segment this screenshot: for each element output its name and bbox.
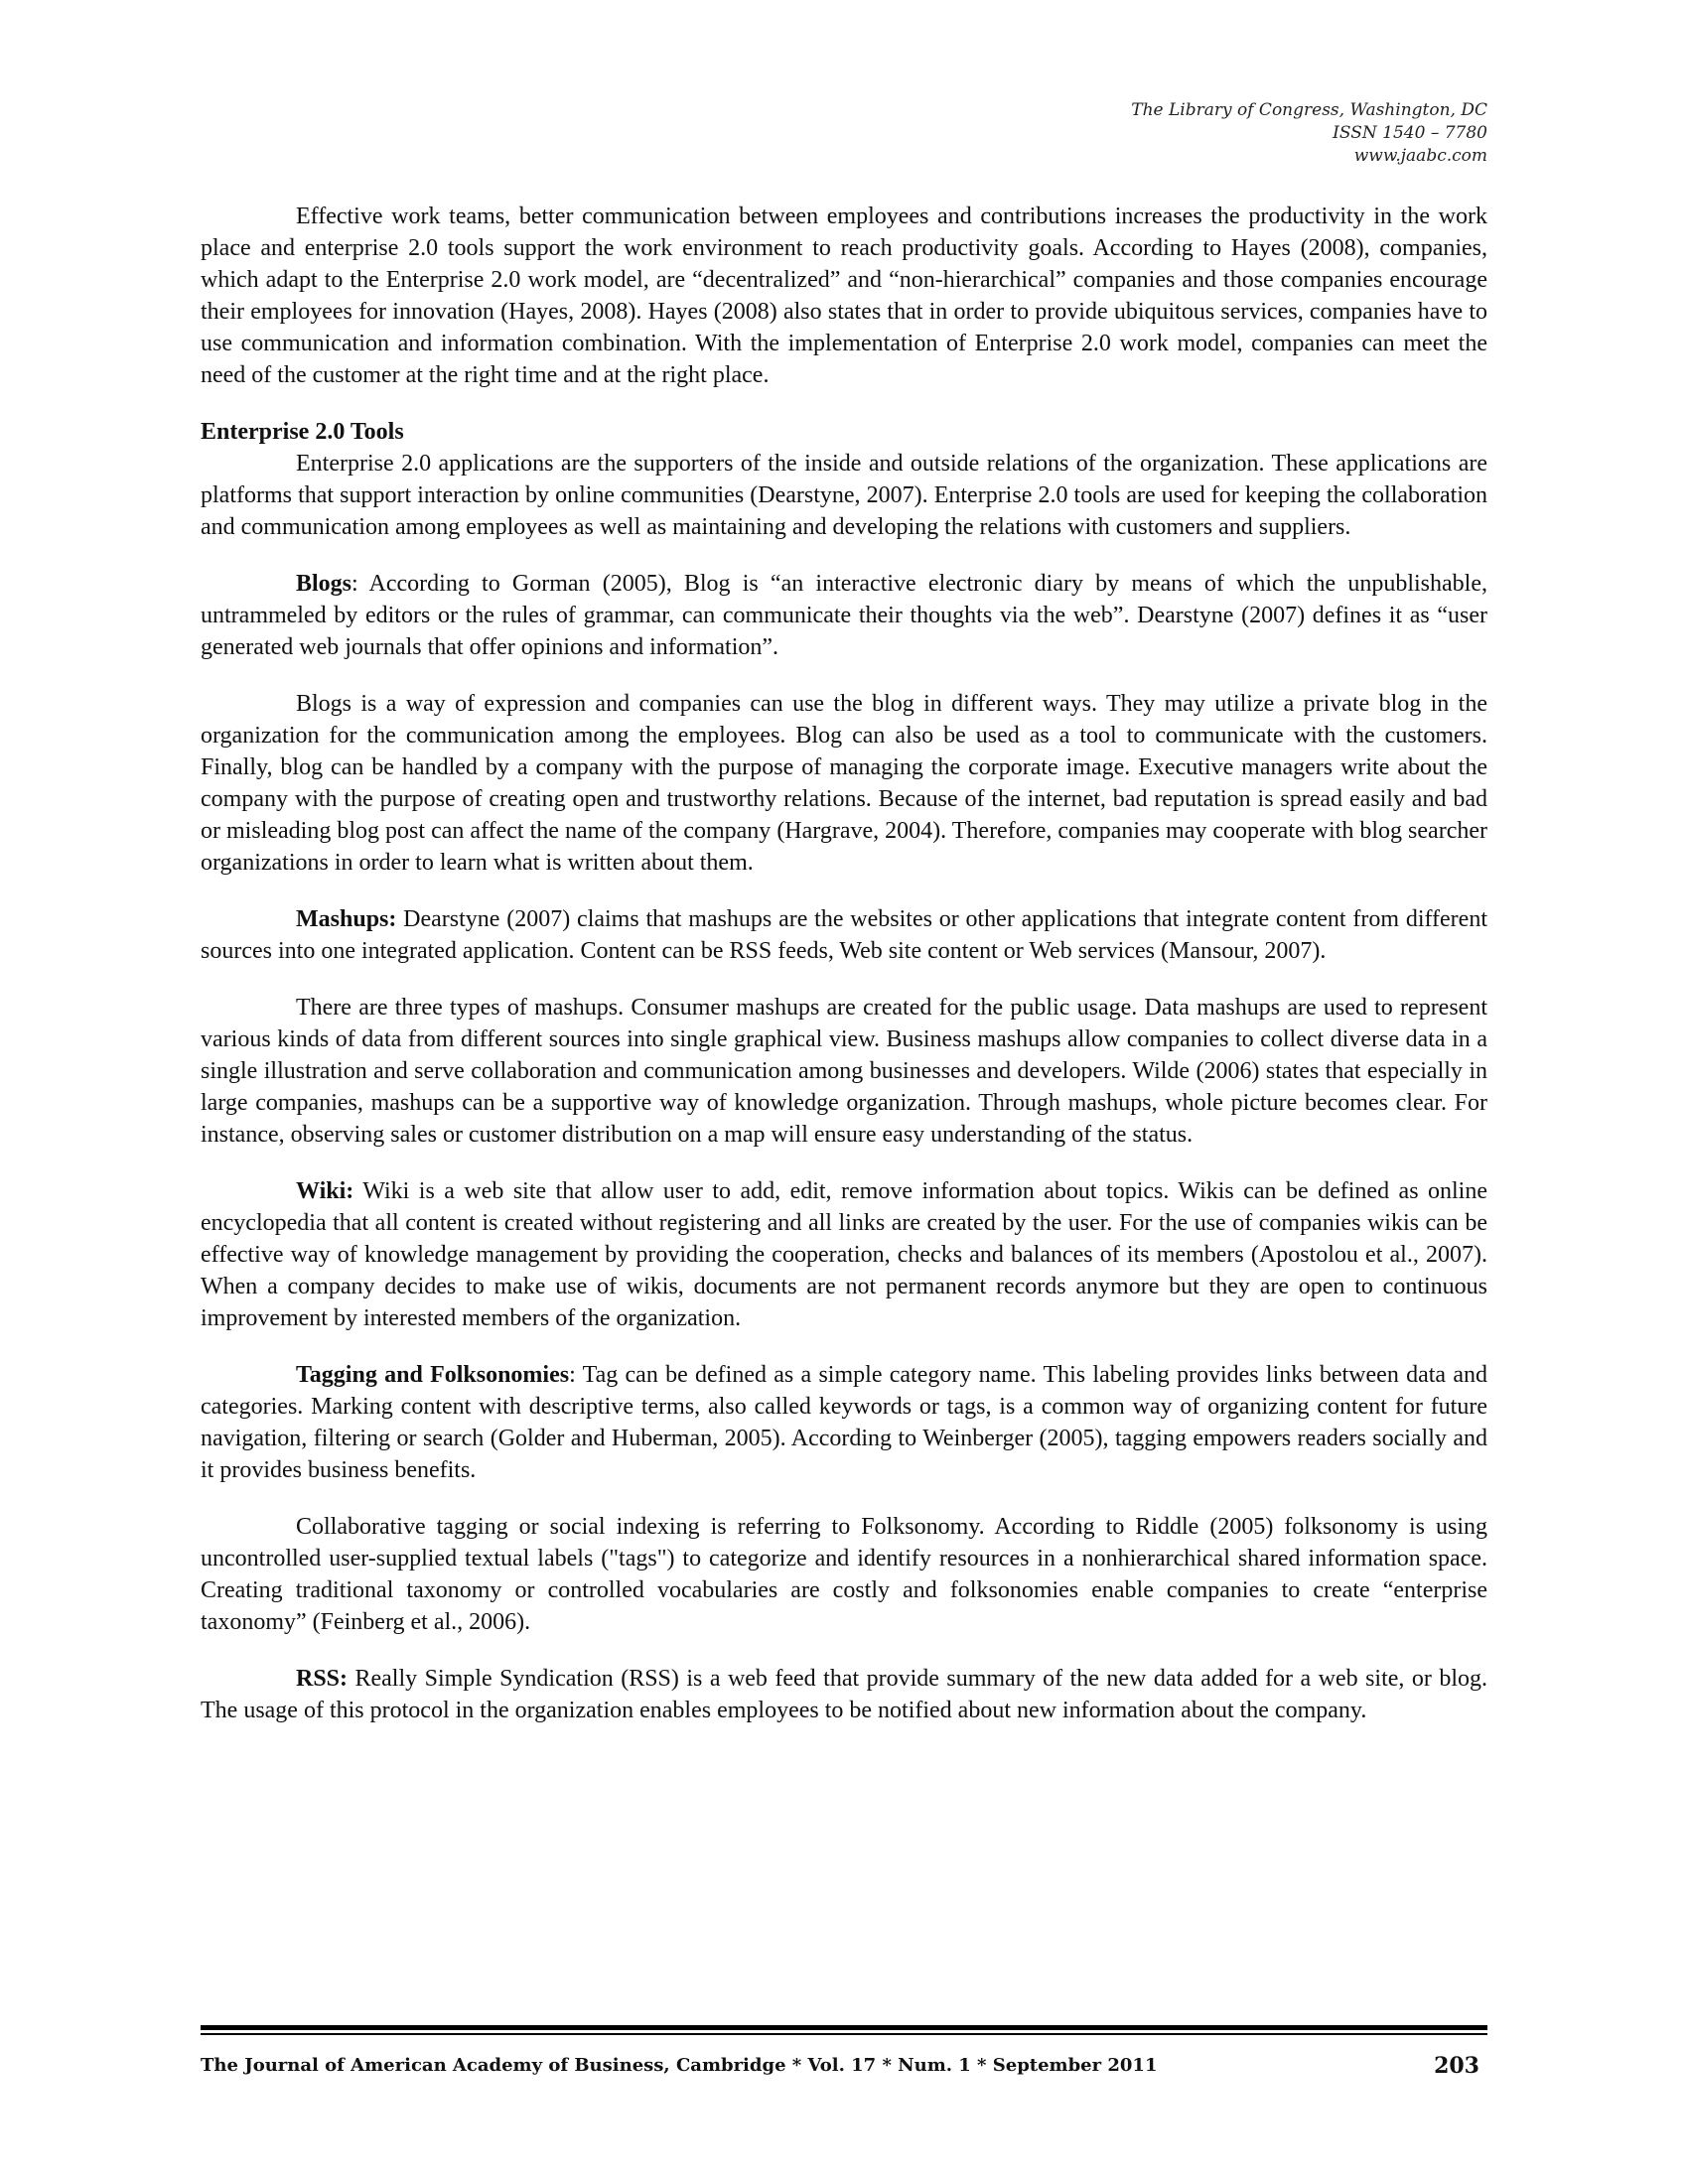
paragraph-mashups-2: There are three types of mashups. Consumer mashups are created for the public usage. Data mashups are used to represent various kinds of data from different sources into single graphical view. Business mashups allow companies to collect diverse data in a single illustration and serve collaboration and communication among businesses and developers. Wilde (2006) states that especially in large companies, mashups can be a supportive way of knowledge organization. Through mashups, whole picture becomes clear. For instance, observing sales or customer distribution on a map will ensure easy understanding of the status. [201,995,1487,1148]
paragraph-wiki [201,1175,1487,1334]
body-text [201,201,1487,1751]
paragraph-intro: Effective work teams, better communication between employees and contributions increases the productivity in the work place and enterprise 2.0 tools support the work environment to reach productivity goals. According to Hayes (2008), companies, which adapt to the Enterprise 2.0 work model, are “decentralized” and “non-hierarchical” companies and those companies encourage their employees for innovation (Hayes, 2008). Hayes (2008) also states that in order to provide ubiquitous services, companies have to use communication and information combination. With the implementation of Enterprise 2.0 work model, companies can meet the need of the customer at the right time and at the right place. [201,204,1487,388]
page-number: 203 [1434,2053,1479,2079]
footer-rule-thin [201,2033,1487,2035]
rss-lead: RSS: [296,1666,349,1692]
header-website: www.jaabc.com [1353,146,1487,166]
paragraph-section-intro: Enterprise 2.0 applications are the supporters of the inside and outside relations of the organization. These applications are platforms that support interaction by online communities (Dearstyne, 2007). Enterprise 2.0 tools are used for keeping the collaboration and communication among employees as well as maintaining and developing the relations with customers and suppliers. [201,451,1487,540]
paragraph-blogs [201,568,1487,663]
rss-text: Really Simple Syndication (RSS) is a web feed that provide summary of the new data added for a web site, or blog. The usage of this protocol in the organization enables employees to be notified about new information about the company. [201,1666,1487,1723]
wiki-lead: Wiki: [296,1178,354,1204]
blogs-lead: Blogs [296,571,352,597]
mashups-text: Dearstyne (2007) claims that mashups are the websites or other applications that integrate content from different sources into one integrated application. Content can be RSS feeds, Web site content or Web services (Mansour, 2007). [201,906,1487,964]
paragraph-rss [201,1663,1487,1726]
paragraph-tagging-2: Collaborative tagging or social indexing is referring to Folksonomy. According to Riddle (2005) folksonomy is using uncontrolled user-supplied textual labels ("tags") to categorize and identify resources in a nonhierarchical shared information space. Creating traditional taxonomy or controlled vocabularies are costly and folksonomies enable companies to create “enterprise taxonomy” (Feinberg et al., 2006). [201,1514,1487,1635]
tagging-lead: Tagging and Folksonomies [296,1362,570,1388]
tagging-text: : Tag can be defined as a simple category name. This labeling provides links between data and categories. Marking content with descriptive terms, also called keywords or tags, is a common way of organizing content for future navigation, filtering or search (Golder and Huberman, 2005). According to Weinberger (2005), tagging empowers readers socially and it provides business benefits. [201,1362,1488,1483]
wiki-text: Wiki is a web site that allow user to add, edit, remove information about topics. Wikis can be defined as online encyclopedia that all content is created without registering and all links are created by the user. For the use of companies wikis can be effective way of knowledge management by providing the cooperation, checks and balances of its members (Apostolou et al., 2007). When a company decides to make use of wikis, documents are not permanent records anymore but they are open to continuous improvement by interested members of the organization. [201,1178,1487,1331]
footer-rule-thick [201,2025,1487,2030]
paragraph-tagging [201,1359,1487,1486]
blogs-text: : According to Gorman (2005), Blog is “an interactive electronic diary by means of which the unpublishable, untrammeled by editors or the rules of grammar, can communicate their thoughts via the web”. Dearstyne (2007) defines it as “user generated web journals that offer opinions and information”. [201,571,1487,660]
header-publisher: The Library of Congress, Washington, DC [1131,100,1487,120]
header-issn: ISSN 1540 – 7780 [1333,123,1487,143]
footer-journal: The Journal of American Academy of Business, Cambridge * Vol. 17 * Num. 1 * September 2011 [201,2055,1158,2076]
paragraph-blogs-2: Blogs is a way of expression and companies can use the blog in different ways. They may utilize a private blog in the organization for the communication among the employees. Blog can also be used as a tool to communicate with the customers. Finally, blog can be handled by a company with the purpose of managing the corporate image. Executive managers write about the company with the purpose of creating open and trustworthy relations. Because of the internet, bad reputation is spread easily and bad or misleading blog post can affect the name of the company (Hargrave, 2004). Therefore, companies may cooperate with blog searcher organizations in order to learn what is written about them. [201,691,1487,876]
running-header [1131,99,1487,168]
paragraph-mashups [201,903,1487,967]
mashups-lead: Mashups: [296,906,397,932]
section-heading: Enterprise 2.0 Tools [201,419,404,445]
